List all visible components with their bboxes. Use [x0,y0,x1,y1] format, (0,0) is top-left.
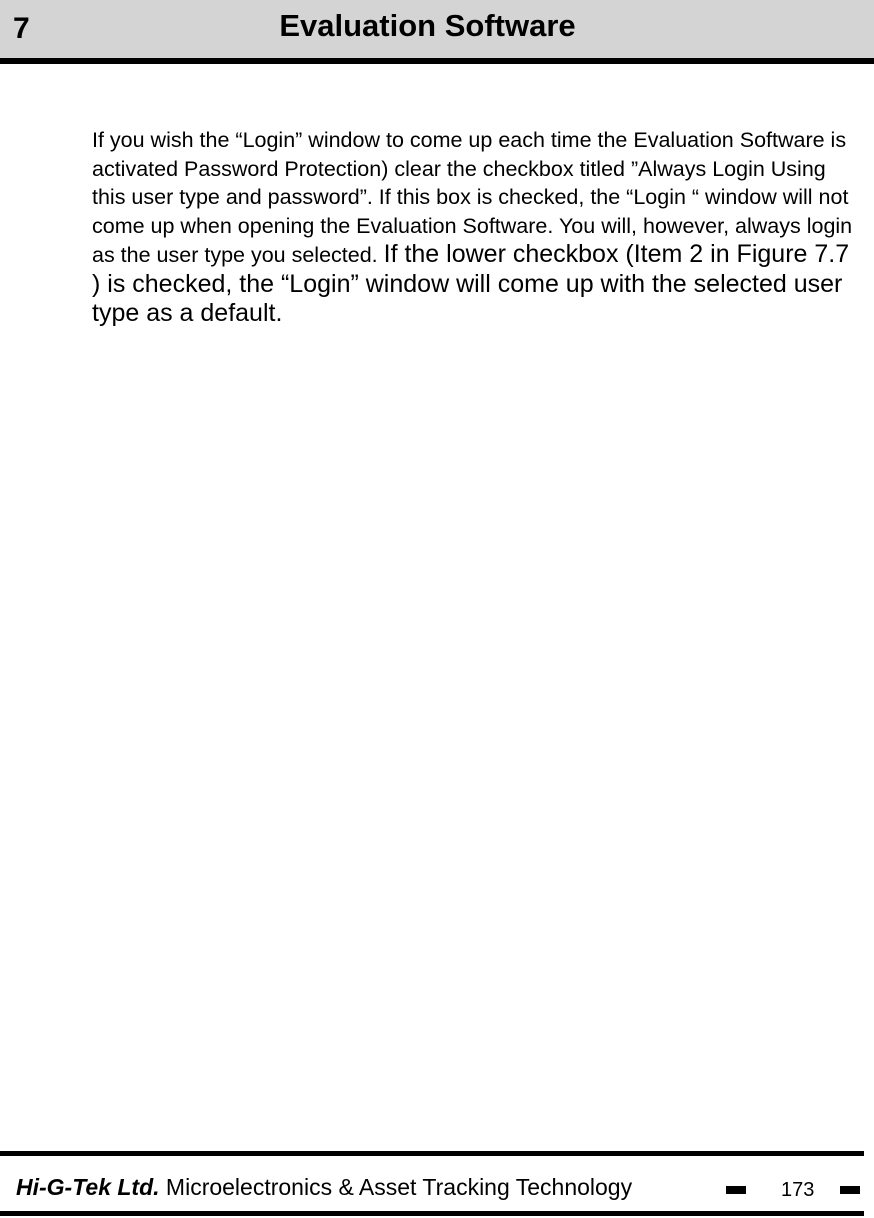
paragraph-text-small: If you wish the “Login” window to come up each time the Evaluation Software is activated Password Protection) clear the checkbox titled ”Always Login Using this user type and password”. If this box is checked, the “Login “ window will not come up when opening the Evaluation Software. You will, however, always login as the user type you selected. [92,128,853,267]
company-tagline: Microelectronics & Asset Tracking Technology [159,1174,633,1200]
page-marker-left [726,1186,746,1194]
page-marker-right [840,1186,860,1194]
body-paragraph [92,126,862,329]
company-name: Hi-G-Tek Ltd. [16,1174,160,1200]
footer-divider-bottom [0,1211,864,1216]
page-number: 173 [781,1179,815,1201]
chapter-title: Evaluation Software [279,8,576,43]
chapter-number: 7 [13,12,30,45]
paragraph-text-large: If the lower checkbox (Item 2 in Figure 7.7 ) is checked, the “Login” window will come up with the selected user type as a default. [92,240,850,327]
footer-text [16,1172,632,1202]
chapter-header [0,0,874,64]
footer-divider-top [0,1151,864,1156]
